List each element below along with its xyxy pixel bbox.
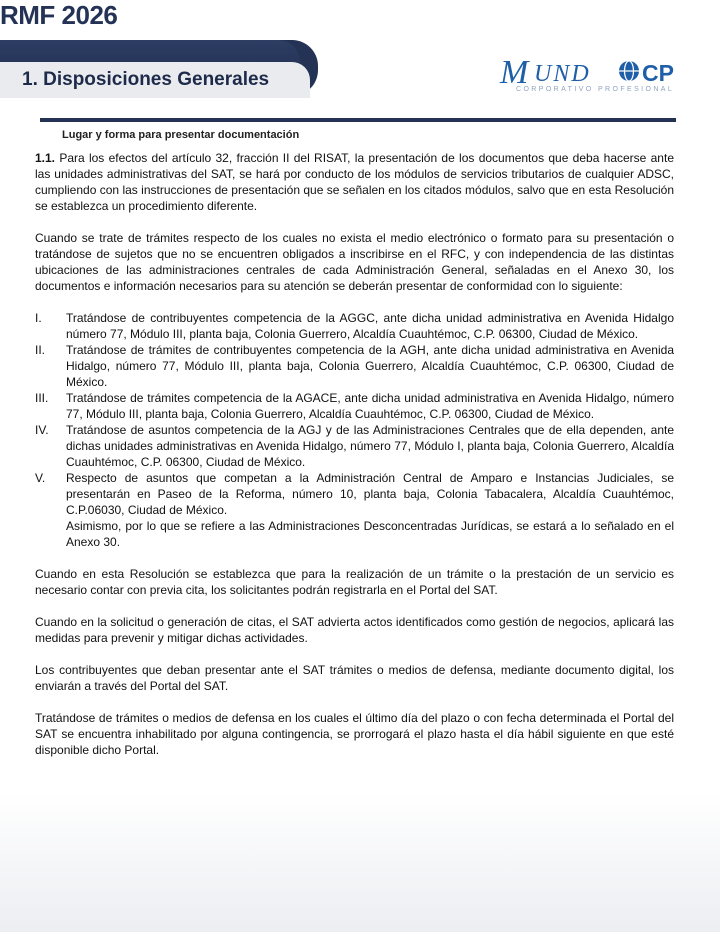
logo-letters-und: UND <box>534 61 591 87</box>
header-rule <box>40 118 676 122</box>
paragraph-3: Cuando en esta Resolución se establezca que para la realización de un trámite o la prestación de un servicio es necesario contar con previa cita, los solicitantes podrán registrarla en el Portal del SAT. <box>35 567 674 597</box>
paragraph-1-text: Para los efectos del artículo 32, fracción II del RISAT, la presentación de los documentos que deba hacerse ante las unidades administrativas del SAT, se hará por conducto de los módulos de servicios tributarios de cualquier ADSC, cumpliendo con las instrucciones de presentación que se señalen en los citados módulos, salvo que en esta Resolución se establezca un procedimiento diferente. <box>35 151 674 213</box>
logo-subtitle: CORPORATIVO PROFESIONAL <box>516 86 675 93</box>
list-item-text: Tratándose de asuntos competencia de la AGJ y de las Administraciones Centrales que de ella dependen, ante dichas unidades administrativas en Avenida Hidalgo, número 77, Módulo I, planta baja, Colonia Guerrero, Alcaldía Cuauhtémoc, C.P. 06300, Ciudad de México. <box>66 423 674 469</box>
paragraph-4: Cuando en la solicitud o generación de citas, el SAT advierta actos identificados como gestión de negocios, aplicará las medidas para prevenir y mitigar dichas actividades. <box>35 615 674 645</box>
logo-letter-m: M <box>500 54 529 90</box>
document-body <box>35 150 674 774</box>
list-numeral: V. <box>35 471 46 485</box>
rule-heading: Lugar y forma para presentar documentación <box>62 129 300 141</box>
logo-graphic <box>498 50 680 90</box>
paragraph-2: Cuando se trate de trámites respecto de los cuales no exista el medio electrónico o formato para su presentación o tratándose de sujetos que no se encuentren obligados a inscribirse en el RFC, y con independencia de las distintas ubicaciones de las administraciones centrales de cada Administración General, señaladas en el Anexo 30, los documentos e información necesarios para su atención se deberán presentar de conformidad con lo siguiente: <box>35 231 674 293</box>
list-numeral: I. <box>35 311 42 325</box>
section-title: 1. Disposiciones Generales <box>0 62 310 98</box>
list-numeral: III. <box>35 391 49 405</box>
list-item <box>35 422 674 470</box>
mundocp-logo <box>498 50 680 98</box>
list-item-text: Respecto de asuntos que competan a la Administración Central de Amparo e Instancias Judiciales, se presentarán en Paseo de la Reforma, número 10, planta baja, Colonia Tabacalera, Alcaldía Cuauhtémoc, C.P.06030, Ciudad de México. <box>66 471 674 517</box>
list-item <box>35 310 674 342</box>
list-item <box>35 342 674 390</box>
list-item <box>35 470 674 550</box>
logo-letters-cp: CP <box>642 60 674 86</box>
address-list <box>35 310 674 550</box>
rule-number: 1.1. <box>35 151 56 165</box>
list-item-text: Tratándose de trámites de contribuyentes competencia de la AGH, ante dicha unidad administrativa en Avenida Hidalgo, número 77, Módulo III, planta baja, Colonia Guerrero, Alcaldía Cuauhtémoc, C.P. 06300, Ciudad de México. <box>66 343 674 389</box>
paragraph-6: Tratándose de trámites o medios de defensa en los cuales el último día del plazo o con fecha determinada el Portal del SAT se encuentra inhabilitado por alguna contingencia, se prorrogará el plazo hasta el día hábil siguiente en que esté disponible dicho Portal. <box>35 711 674 757</box>
list-numeral: II. <box>35 343 46 357</box>
paragraph-1 <box>35 150 674 214</box>
list-item <box>35 390 674 422</box>
paragraph-5: Los contribuyentes que deban presentar ante el SAT trámites o medios de defensa, mediante documento digital, los enviarán a través del Portal del SAT. <box>35 663 674 693</box>
document-title: RMF 2026 <box>0 0 118 30</box>
list-item-text: Tratándose de contribuyentes competencia de la AGGC, ante dicha unidad administrativa en Avenida Hidalgo número 77, Módulo III, planta baja, Colonia Guerrero, Alcaldía Cuauhtémoc, C.P. 06300, Ciudad de México. <box>66 311 674 341</box>
list-item-text: Tratándose de trámites competencia de la AGACE, ante dicha unidad administrativa en Avenida Hidalgo, número 77, Módulo III, planta baja, Colonia Guerrero, Alcaldía Cuauhtémoc, C.P. 06300, Ciudad de México. <box>66 391 674 421</box>
list-numeral: IV. <box>35 423 49 437</box>
list-item-text-2: Asimismo, por lo que se refiere a las Administraciones Desconcentradas Jurídicas, se estará a lo señalado en el Anexo 30. <box>66 519 674 549</box>
page-background-fade <box>0 792 720 932</box>
